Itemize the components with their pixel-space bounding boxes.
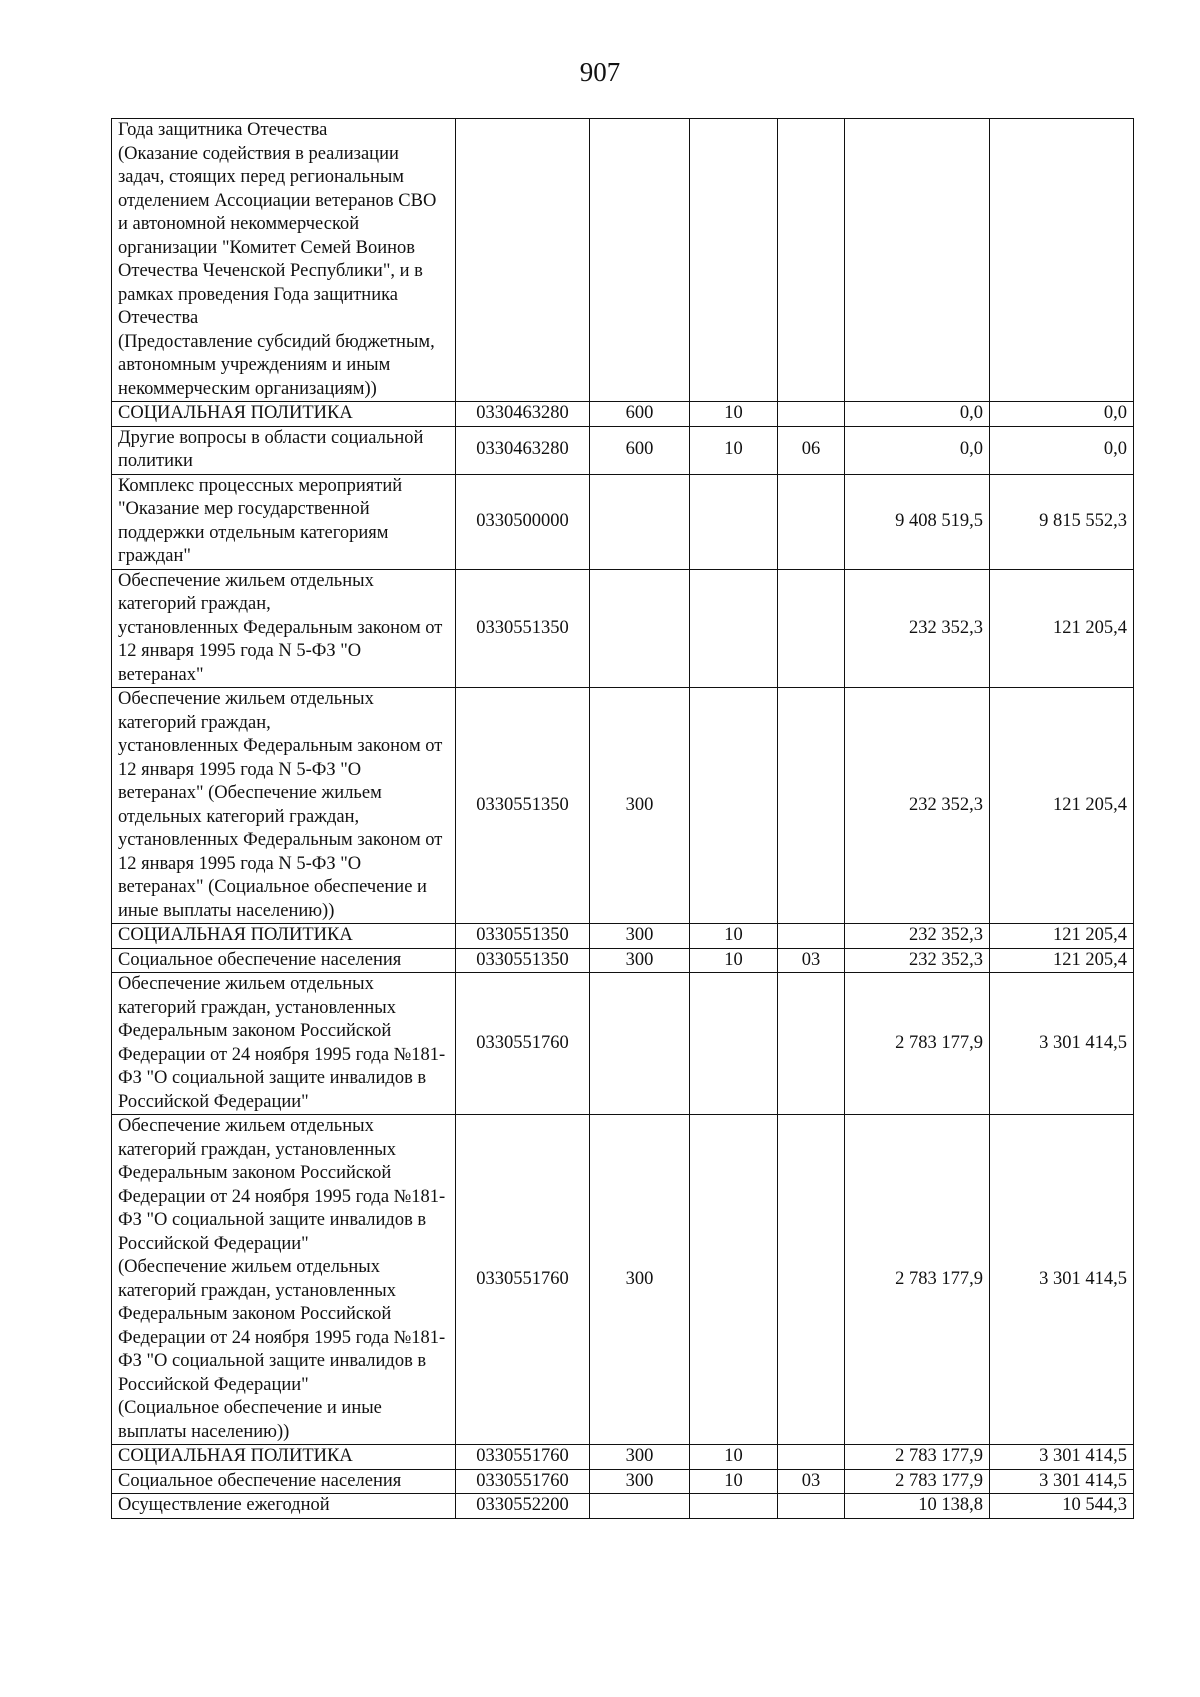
row-amount-1-cell: 0,0 bbox=[845, 426, 990, 474]
row-amount-2-cell: 3 301 414,5 bbox=[990, 1115, 1134, 1445]
row-amount-2-cell: 121 205,4 bbox=[990, 569, 1134, 688]
row-target-article-cell: 0330500000 bbox=[456, 474, 590, 569]
row-section-cell bbox=[690, 688, 778, 924]
row-name-cell: Обеспечение жильем отдельных категорий граждан, установленных Федеральным законом Российской Федерации от 24 ноября 1995 года №181-ФЗ "О социальной защите инвалидов в Российской Федерации" (Обеспечение жильем отдельных категорий граждан, установленных Федеральным законом Российской Федерации от 24 ноября 1995 года №181-ФЗ "О социальной защите инвалидов в Российской Федерации" (Социальное обеспечение и иные выплаты населению)) bbox=[112, 1115, 456, 1445]
row-name-cell: Социальное обеспечение населения bbox=[112, 1469, 456, 1494]
row-expense-type-cell: 300 bbox=[590, 688, 690, 924]
row-expense-type-cell: 300 bbox=[590, 948, 690, 973]
row-section-cell bbox=[690, 973, 778, 1115]
table-row bbox=[112, 1445, 1134, 1470]
row-amount-2-cell: 121 205,4 bbox=[990, 924, 1134, 949]
row-section-cell bbox=[690, 569, 778, 688]
row-target-article-cell: 0330551760 bbox=[456, 1445, 590, 1470]
row-amount-1-cell: 232 352,3 bbox=[845, 569, 990, 688]
row-section-cell bbox=[690, 1115, 778, 1445]
row-name-cell: СОЦИАЛЬНАЯ ПОЛИТИКА bbox=[112, 924, 456, 949]
table-row bbox=[112, 924, 1134, 949]
row-amount-1-cell: 9 408 519,5 bbox=[845, 474, 990, 569]
row-target-article-cell bbox=[456, 119, 590, 402]
row-amount-1-cell bbox=[845, 119, 990, 402]
row-name-cell: Другие вопросы в области социальной политики bbox=[112, 426, 456, 474]
row-amount-2-cell: 0,0 bbox=[990, 426, 1134, 474]
row-subsection-cell: 03 bbox=[778, 1469, 845, 1494]
budget-table bbox=[111, 118, 1134, 1519]
row-name-cell: Года защитника Отечества (Оказание содействия в реализации задач, стоящих перед региональным отделением Ассоциации ветеранов СВО и автономной некоммерческой организации "Комитет Семей Воинов Отечества Чеченской Республики", и в рамках проведения Года защитника Отечества (Предоставление субсидий бюджетным, автономным учреждениям и иным некоммерческим организациям)) bbox=[112, 119, 456, 402]
row-target-article-cell: 0330551350 bbox=[456, 948, 590, 973]
row-section-cell bbox=[690, 474, 778, 569]
row-target-article-cell: 0330551350 bbox=[456, 688, 590, 924]
row-expense-type-cell bbox=[590, 474, 690, 569]
row-section-cell: 10 bbox=[690, 1445, 778, 1470]
row-expense-type-cell bbox=[590, 1494, 690, 1519]
row-name-cell: Комплекс процессных мероприятий "Оказание мер государственной поддержки отдельным категориям граждан" bbox=[112, 474, 456, 569]
table-row bbox=[112, 1494, 1134, 1519]
table-row bbox=[112, 569, 1134, 688]
row-target-article-cell: 0330551350 bbox=[456, 569, 590, 688]
row-amount-2-cell: 9 815 552,3 bbox=[990, 474, 1134, 569]
row-amount-2-cell: 0,0 bbox=[990, 402, 1134, 427]
row-subsection-cell bbox=[778, 688, 845, 924]
row-amount-1-cell: 2 783 177,9 bbox=[845, 1445, 990, 1470]
row-subsection-cell bbox=[778, 474, 845, 569]
row-expense-type-cell: 300 bbox=[590, 1115, 690, 1445]
row-expense-type-cell: 300 bbox=[590, 924, 690, 949]
row-amount-1-cell: 0,0 bbox=[845, 402, 990, 427]
row-expense-type-cell bbox=[590, 119, 690, 402]
table-row bbox=[112, 402, 1134, 427]
row-target-article-cell: 0330463280 bbox=[456, 402, 590, 427]
row-section-cell: 10 bbox=[690, 948, 778, 973]
table-row bbox=[112, 426, 1134, 474]
row-amount-2-cell: 3 301 414,5 bbox=[990, 1469, 1134, 1494]
row-name-cell: Обеспечение жильем отдельных категорий граждан, установленных Федеральным законом от 12 января 1995 года N 5-ФЗ "О ветеранах" (Обеспечение жильем отдельных категорий граждан, установленных Федеральным законом от 12 января 1995 года N 5-ФЗ "О ветеранах" (Социальное обеспечение и иные выплаты населению)) bbox=[112, 688, 456, 924]
row-amount-1-cell: 232 352,3 bbox=[845, 924, 990, 949]
row-name-cell: Обеспечение жильем отдельных категорий граждан, установленных Федеральным законом Российской Федерации от 24 ноября 1995 года №181-ФЗ "О социальной защите инвалидов в Российской Федерации" bbox=[112, 973, 456, 1115]
row-amount-1-cell: 10 138,8 bbox=[845, 1494, 990, 1519]
row-amount-2-cell bbox=[990, 119, 1134, 402]
row-subsection-cell bbox=[778, 1494, 845, 1519]
row-section-cell bbox=[690, 1494, 778, 1519]
table-row bbox=[112, 474, 1134, 569]
row-target-article-cell: 0330552200 bbox=[456, 1494, 590, 1519]
row-name-cell: СОЦИАЛЬНАЯ ПОЛИТИКА bbox=[112, 402, 456, 427]
row-expense-type-cell: 300 bbox=[590, 1469, 690, 1494]
row-target-article-cell: 0330551760 bbox=[456, 1469, 590, 1494]
row-name-cell: Социальное обеспечение населения bbox=[112, 948, 456, 973]
row-amount-2-cell: 121 205,4 bbox=[990, 948, 1134, 973]
row-subsection-cell bbox=[778, 973, 845, 1115]
budget-table-body bbox=[112, 119, 1134, 1519]
table-row bbox=[112, 1115, 1134, 1445]
table-row bbox=[112, 119, 1134, 402]
row-amount-1-cell: 2 783 177,9 bbox=[845, 1469, 990, 1494]
row-subsection-cell bbox=[778, 569, 845, 688]
row-amount-1-cell: 232 352,3 bbox=[845, 688, 990, 924]
table-row bbox=[112, 1469, 1134, 1494]
row-expense-type-cell bbox=[590, 569, 690, 688]
row-expense-type-cell bbox=[590, 973, 690, 1115]
row-subsection-cell bbox=[778, 924, 845, 949]
row-subsection-cell bbox=[778, 402, 845, 427]
row-target-article-cell: 0330463280 bbox=[456, 426, 590, 474]
row-amount-2-cell: 10 544,3 bbox=[990, 1494, 1134, 1519]
row-amount-1-cell: 232 352,3 bbox=[845, 948, 990, 973]
row-amount-1-cell: 2 783 177,9 bbox=[845, 973, 990, 1115]
row-section-cell: 10 bbox=[690, 924, 778, 949]
row-subsection-cell bbox=[778, 1115, 845, 1445]
row-subsection-cell: 03 bbox=[778, 948, 845, 973]
table-row bbox=[112, 973, 1134, 1115]
page-number: 907 bbox=[579, 57, 621, 87]
row-section-cell: 10 bbox=[690, 402, 778, 427]
row-expense-type-cell: 600 bbox=[590, 402, 690, 427]
row-target-article-cell: 0330551760 bbox=[456, 1115, 590, 1445]
row-section-cell: 10 bbox=[690, 426, 778, 474]
row-name-cell: СОЦИАЛЬНАЯ ПОЛИТИКА bbox=[112, 1445, 456, 1470]
row-amount-2-cell: 121 205,4 bbox=[990, 688, 1134, 924]
row-amount-2-cell: 3 301 414,5 bbox=[990, 1445, 1134, 1470]
row-section-cell: 10 bbox=[690, 1469, 778, 1494]
row-target-article-cell: 0330551760 bbox=[456, 973, 590, 1115]
row-subsection-cell: 06 bbox=[778, 426, 845, 474]
row-subsection-cell bbox=[778, 1445, 845, 1470]
row-target-article-cell: 0330551350 bbox=[456, 924, 590, 949]
row-amount-1-cell: 2 783 177,9 bbox=[845, 1115, 990, 1445]
row-expense-type-cell: 300 bbox=[590, 1445, 690, 1470]
row-subsection-cell bbox=[778, 119, 845, 402]
table-row bbox=[112, 948, 1134, 973]
row-name-cell: Обеспечение жильем отдельных категорий граждан, установленных Федеральным законом от 12 января 1995 года N 5-ФЗ "О ветеранах" bbox=[112, 569, 456, 688]
row-expense-type-cell: 600 bbox=[590, 426, 690, 474]
row-section-cell bbox=[690, 119, 778, 402]
row-name-cell: Осуществление ежегодной bbox=[112, 1494, 456, 1519]
table-row bbox=[112, 688, 1134, 924]
row-amount-2-cell: 3 301 414,5 bbox=[990, 973, 1134, 1115]
